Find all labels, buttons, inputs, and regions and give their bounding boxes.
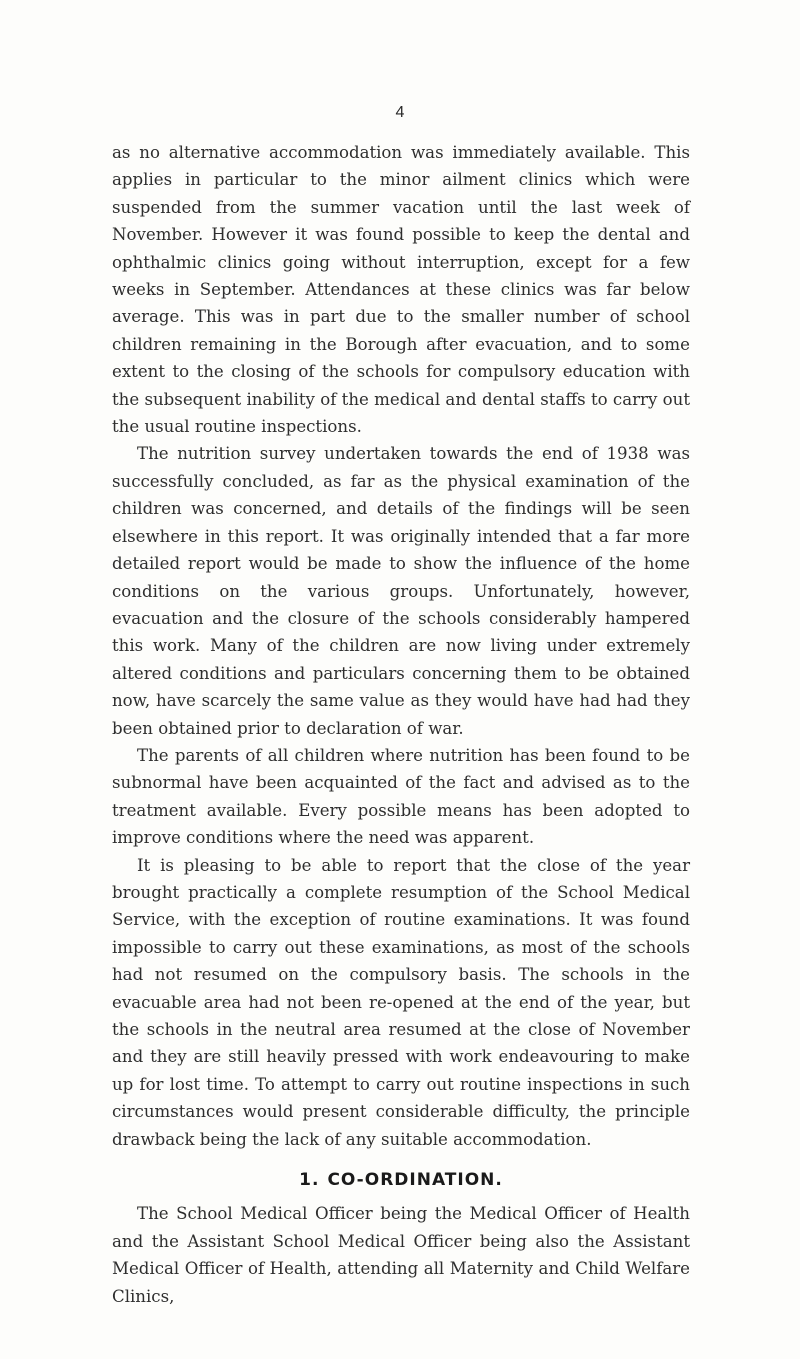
paragraph-3: The parents of all children where nutrition has been found to be subnormal have been acquainted of the fact and advised as to the treatment available. Every possible means has been adopted to improve conditions where the need was apparent. bbox=[112, 745, 690, 848]
section-heading bbox=[112, 1167, 690, 1194]
section-title: CO-ORDINATION. bbox=[327, 1170, 503, 1191]
section-number: 1. bbox=[299, 1170, 320, 1191]
paragraph-1: as no alternative accommodation was immediately available. This applies in particular to the minor ailment clinics which were suspended from the summer vacation until the last week of November. However it was found possible to keep the dental and ophthalmic clinics going without interruption, except for a few weeks in September. Attendances at these clinics was far below average. This was in part due to the smaller number of school children remaining in the Borough after evacuation, and to some extent to the closing of the schools for compulsory education with the subsequent inability of the medical and dental staffs to carry out the usual routine inspections. bbox=[112, 143, 690, 437]
paragraph-2: The nutrition survey undertaken towards the end of 1938 was successfully concluded, as far as the physical examination of the children was concerned, and details of the findings will be seen elsewhere in this report. It was originally intended that a far more detailed report would be made to show the influence of the home conditions on the various groups. Unfortunately, however, evacuation and the closure of the schools considerably hampered this work. Many of the children are now living under extremely altered conditions and particulars concerning them to be obtained now, have scarcely the same value as they would have had had they been obtained prior to declaration of war. bbox=[112, 444, 690, 738]
page-number: 4 bbox=[395, 104, 405, 121]
body-text bbox=[112, 139, 690, 1310]
paragraph-4: It is pleasing to be able to report that the close of the year brought practically a complete resumption of the School Medical Service, with the exception of routine examinations. It was found impossible to carry out these examinations, as most of the schools had not resumed on the compulsory basis. The schools in the evacuable area had not been re-opened at the end of the year, but the schools in the neutral area resumed at the close of November and they are still heavily pressed with work endeavouring to make up for lost time. To attempt to carry out routine inspections in such circumstances would present considerable difficulty, the principle drawback being the lack of any suitable accommodation. bbox=[112, 855, 690, 1149]
section-paragraph: The School Medical Officer being the Medical Officer of Health and the Assistant School Medical Officer being also the Assistant Medical Officer of Health, attending all Maternity and Child Welfare Clinics, bbox=[112, 1204, 690, 1306]
